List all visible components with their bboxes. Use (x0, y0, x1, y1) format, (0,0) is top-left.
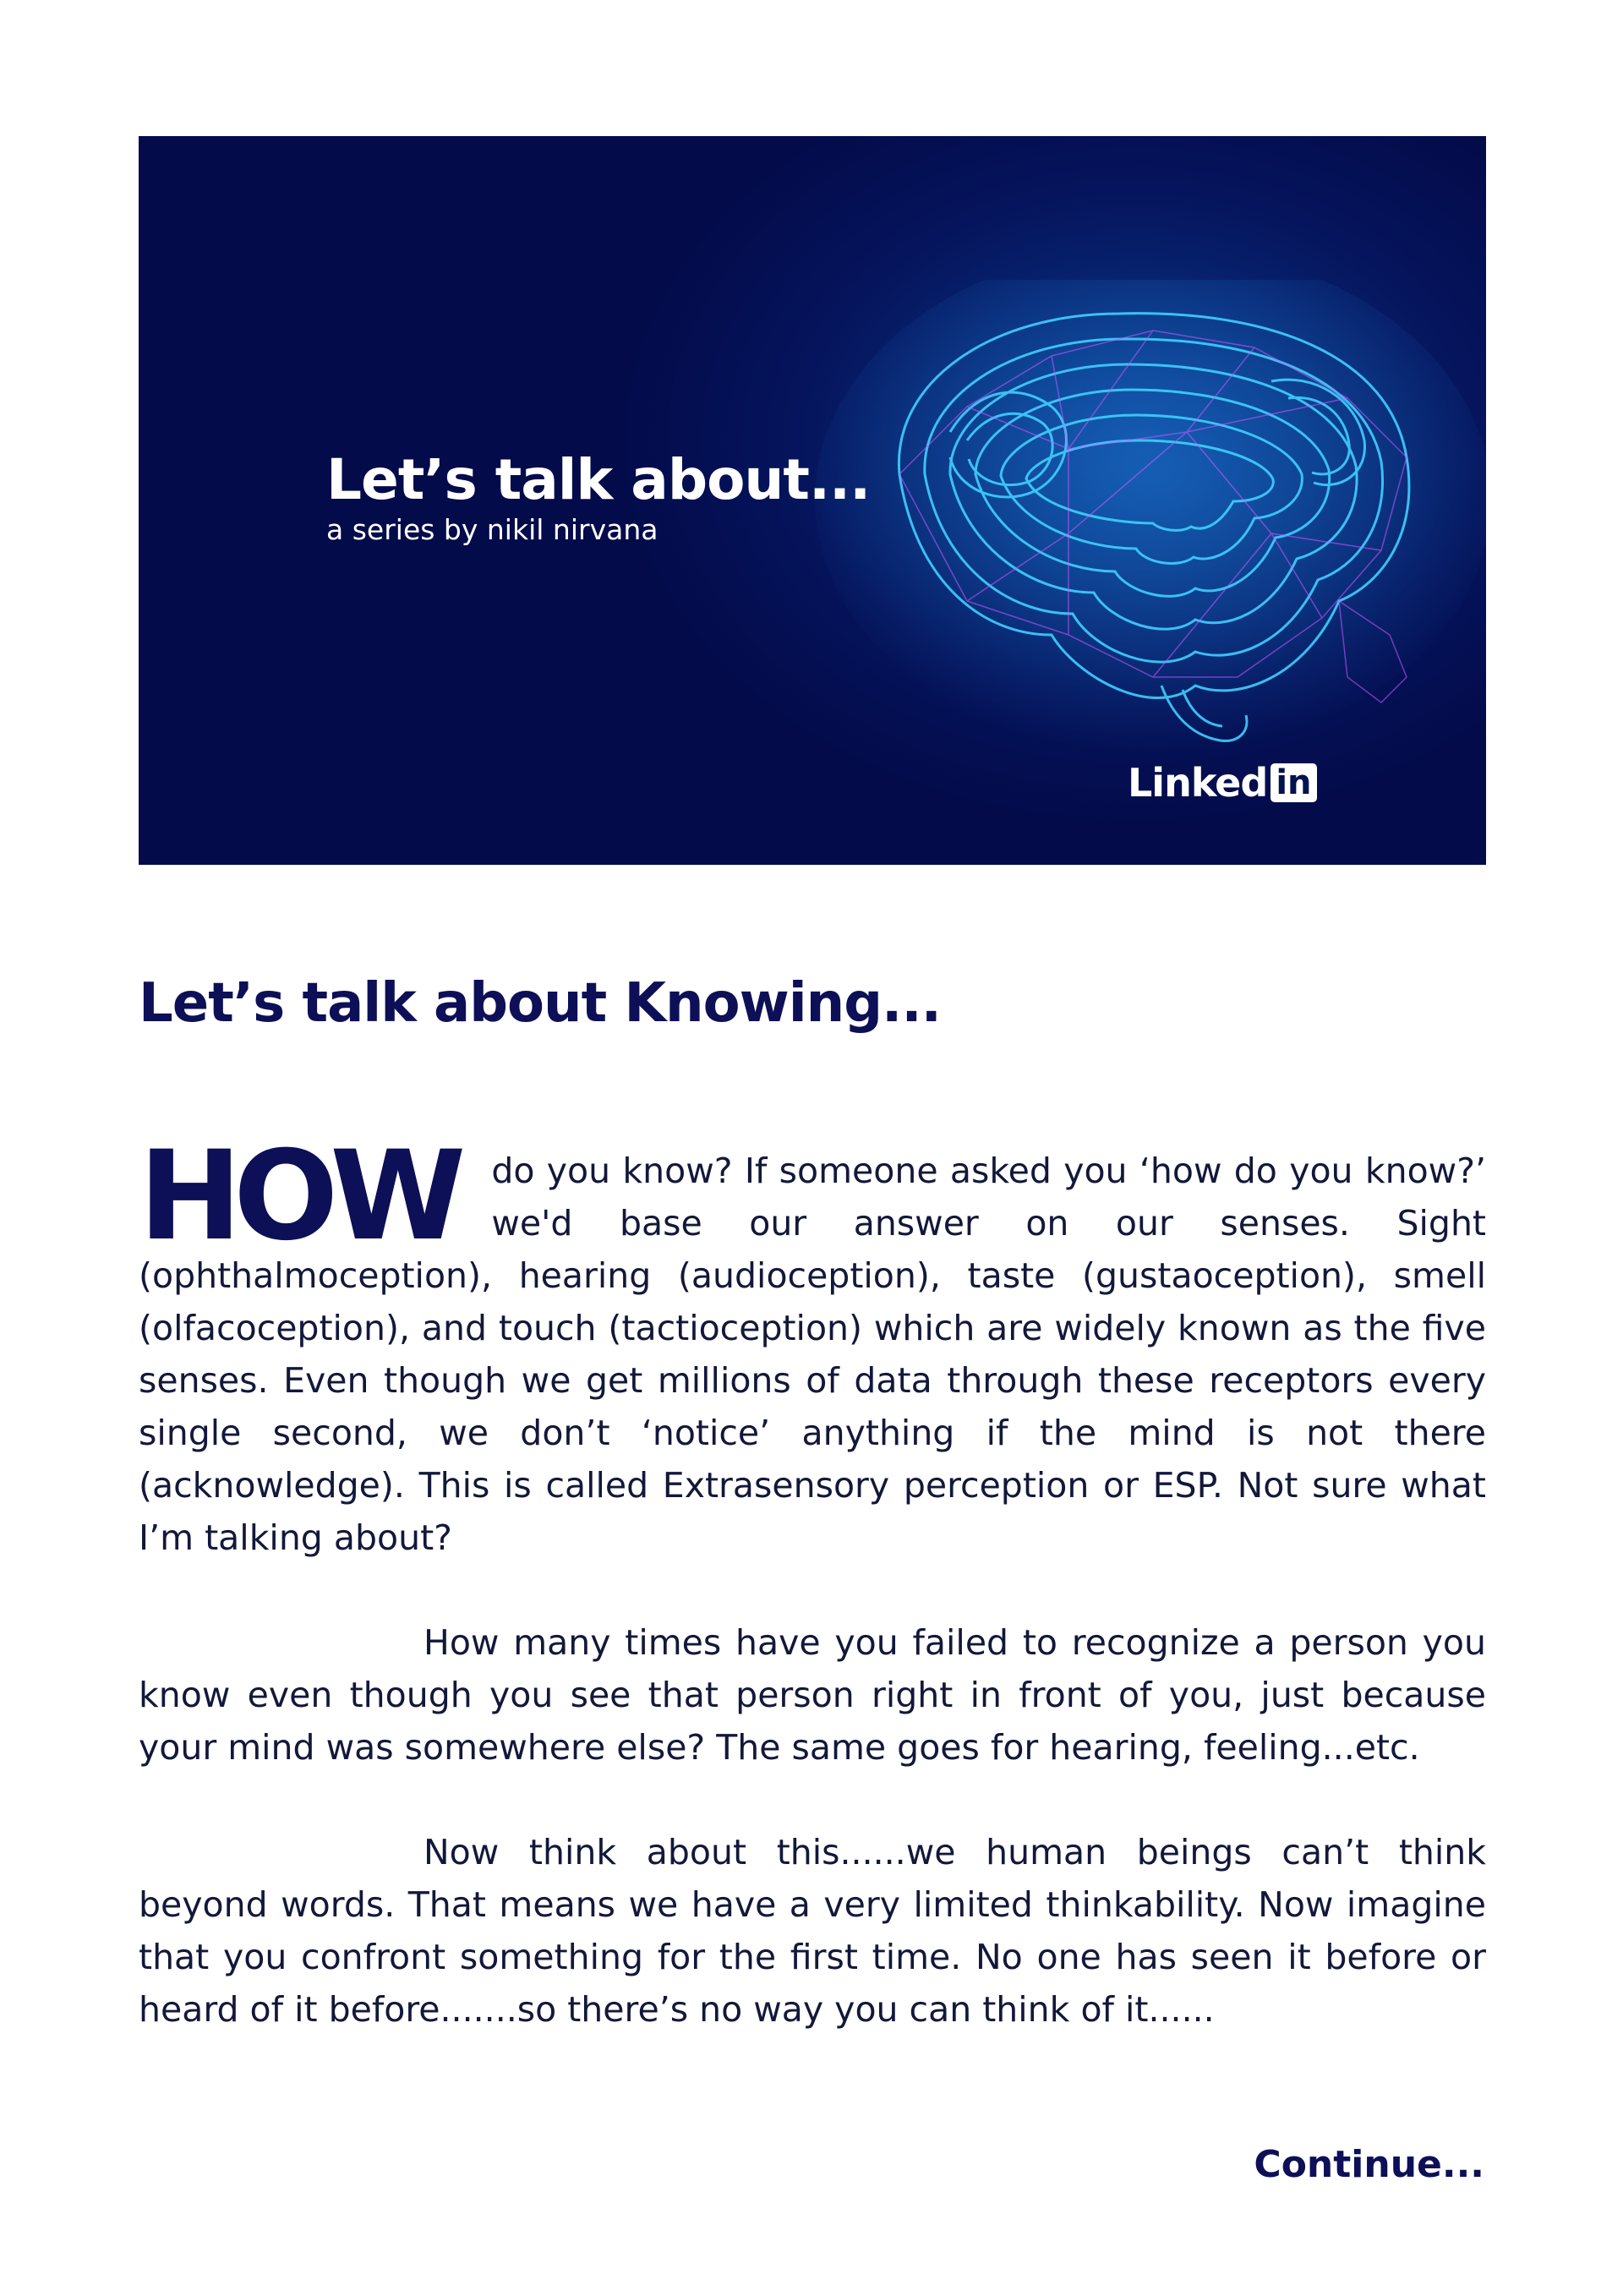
drop-cap: HOW (139, 1124, 458, 1268)
banner-title: Let’s talk about... (326, 447, 871, 512)
paragraph-3 (139, 1826, 1486, 2036)
paragraph-1-text: do you know? If someone asked you ‘how do you know?’ we'd base our answer on our senses. Sight (ophthalmoception), hearing (audioception), taste (gustaoception), smell (olfacoception), and touch (tactioception) which are widely known as the five senses. Even though we get millions of data through these receptors every single second, we don’t ‘notice’ anything if the mind is not there (acknowledge). This is called Extrasensory perception or ESP. Not sure what I’m talking about? (139, 1151, 1486, 1558)
brain-illustration (798, 280, 1486, 753)
paragraph-1 (139, 1124, 1486, 1564)
continue-link[interactable]: Continue... (1254, 2143, 1484, 2186)
banner-image (139, 136, 1486, 865)
paragraph-2-text: How many times have you failed to recognize a person you know even though you see that person right in front of you, just because your mind was somewhere else? The same goes for hearing, feeling...etc. (139, 1622, 1486, 1768)
banner-subtitle: a series by nikil nirvana (326, 513, 658, 546)
paragraph-2 (139, 1616, 1486, 1774)
paragraph-3-text: Now think about this......we human beings can’t think beyond words. That means we have a very limited thinkability. Now imagine that you confront something for the first time. No one has seen it before or heard of it before.......so there’s no way you can think of it...... (139, 1832, 1486, 2030)
article-heading: Let’s talk about Knowing... (139, 972, 941, 1035)
linkedin-logo (1128, 760, 1317, 806)
linkedin-logo-text: Linked (1128, 760, 1268, 806)
linkedin-logo-box: in (1271, 763, 1316, 802)
article-body (139, 1124, 1486, 2088)
